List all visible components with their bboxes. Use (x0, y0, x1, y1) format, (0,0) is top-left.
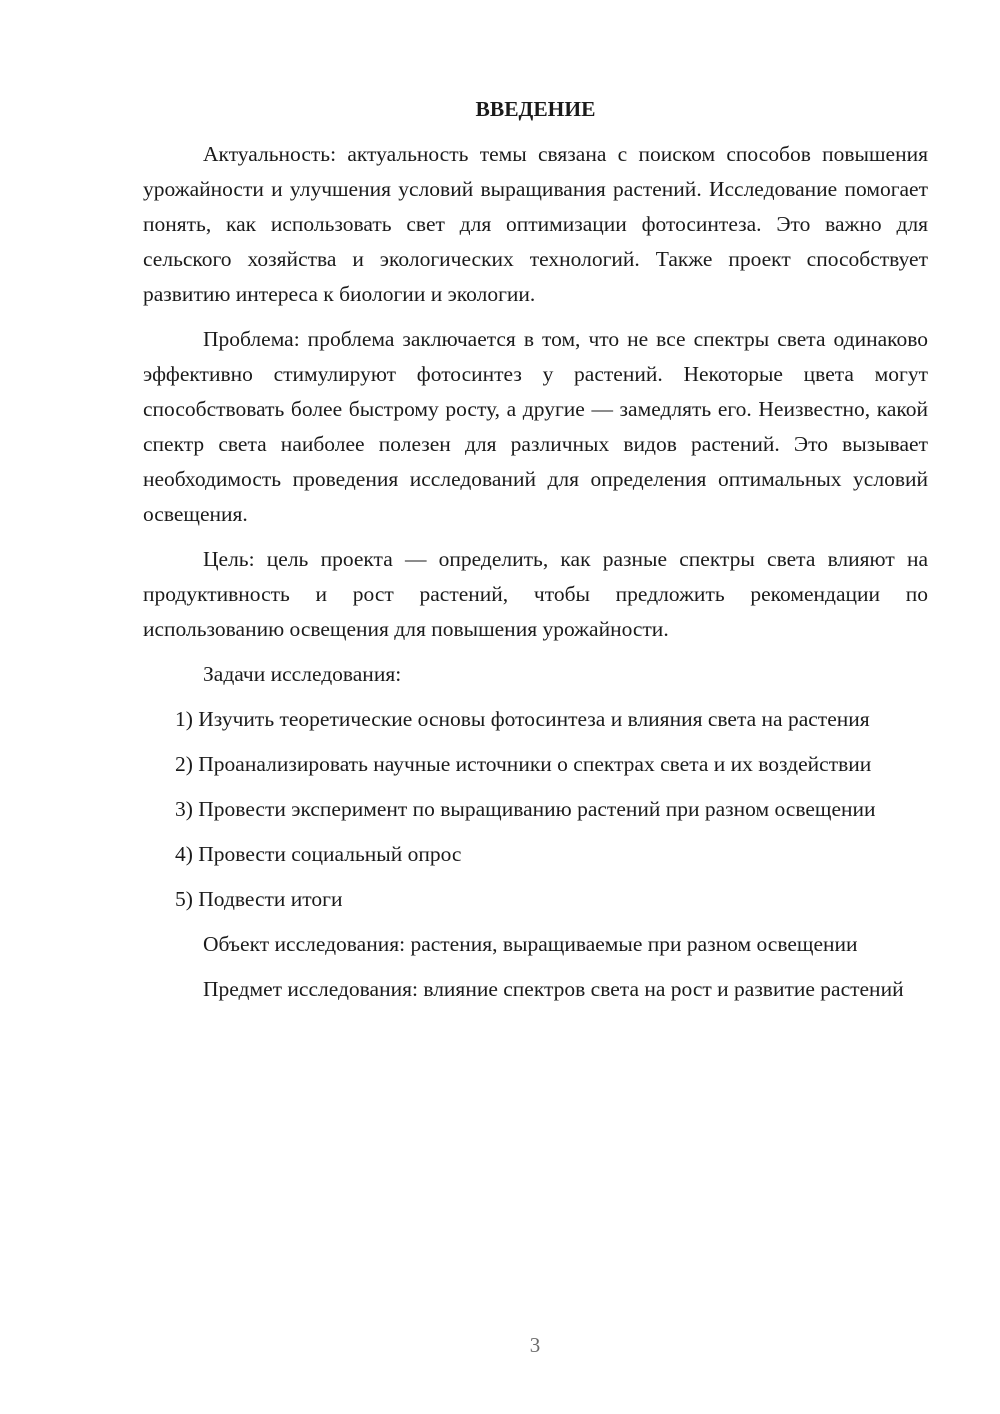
subject-paragraph: Предмет исследования: влияние спектров света на рост и развитие растений (203, 977, 904, 1001)
relevance-paragraph: Актуальность: актуальность темы связана с поиском способов повышения урожайности и улучшения условий выращивания растений. Исследование помогает понять, как использовать свет для оптимизации фотосинтеза. Это важно для сельского хозяйства и экологических технологий. Также проект способствует развитию интереса к биологии и экологии. (143, 142, 928, 306)
task-item-3: 3) Провести эксперимент по выращиванию растений при разном освещении (175, 797, 876, 821)
task-item-2: 2) Проанализировать научные источники о спектрах света и их воздействии (175, 752, 872, 776)
problem-paragraph: Проблема: проблема заключается в том, что не все спектры света одинаково эффективно стимулируют фотосинтез у растений. Некоторые цвета могут способствовать более быстрому росту, а другие — замедлять его. Неизвестно, какой спектр света наиболее полезен для различных видов растений. Это вызывает необходимость проведения исследований для определения оптимальных условий освещения. (143, 327, 928, 526)
object-paragraph: Объект исследования: растения, выращиваемые при разном освещении (203, 932, 858, 956)
document-page (143, 92, 928, 1017)
page-number: 3 (529, 1333, 541, 1357)
section-title: ВВЕДЕНИЕ (475, 97, 596, 121)
task-item-5: 5) Подвести итоги (175, 887, 343, 911)
tasks-heading: Задачи исследования: (203, 662, 402, 686)
goal-paragraph: Цель: цель проекта — определить, как разные спектры света влияют на продуктивность и рост растений, чтобы предложить рекомендации по использованию освещения для повышения урожайности. (143, 547, 928, 641)
task-item-4: 4) Провести социальный опрос (175, 842, 462, 866)
task-item-1: 1) Изучить теоретические основы фотосинтеза и влияния света на растения (175, 707, 870, 731)
